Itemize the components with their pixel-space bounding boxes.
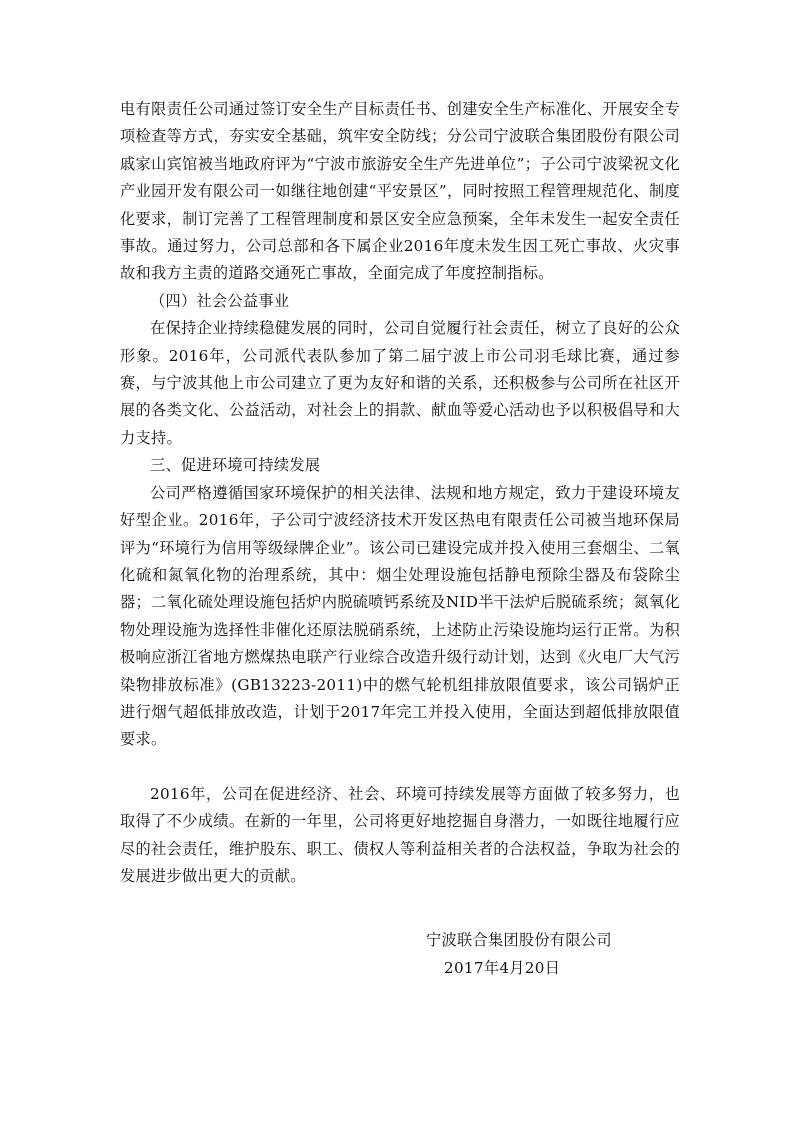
paragraph-conclusion: 2016年，公司在促进经济、社会、环境可持续发展等方面做了较多努力，也取得了不少成绩。在新的一年里，公司将更好地挖掘自身潜力，一如既往地履行应尽的社会责任，维护股东、职工、债权人等利益相关者的合法权益，争取为社会的发展进步做出更大的贡献。 xyxy=(120,784,680,885)
signature-company: 宁波联合集团股份有限公司 xyxy=(426,931,612,949)
paragraph-public-welfare: 在保持企业持续稳健发展的同时，公司自觉履行社会责任，树立了良好的公众形象。2016年，公司派代表队参加了第二届宁波上市公司羽毛球比赛，通过参赛，与宁波其他上市公司建立了更为友好和谐的关系，还积极参与公司所在社区开展的各类文化、公益活动，对社会上的捐款、献血等爱心活动也予以积极倡导和大力支持。 xyxy=(120,319,680,447)
section-heading-public-welfare: （四）社会公益事业 xyxy=(150,291,290,310)
signature-date: 2017年4月20日 xyxy=(444,959,561,977)
paragraph-spacer xyxy=(120,754,680,781)
paragraph-environment: 公司严格遵循国家环境保护的相关法律、法规和地方规定，致力于建设环境友好型企业。2016年，子公司宁波经济技术开发区热电有限责任公司被当地环保局评为“环境行为信用等级绿牌企业”。该公司已建设完成并投入使用三套烟尘、二氧化硫和氮氧化物的治理系统，其中：烟尘处理设施包括静电预除尘器及布袋除尘器；二氧化硫处理设施包括炉内脱硫喷钙系统及NID半干法炉后脱硫系统；氮氧化物处理设施为选择性非催化还原法脱硝系统，上述防止污染设施均运行正常。为积极响应浙江省地方燃煤热电联产行业综合改造升级行动计划，达到《火电厂大气污染物排放标准》(GB13223-2011)中的燃气轮机组排放限值要求，该公司锅炉正进行烟气超低排放改造，计划于2017年完工并投入使用，全面达到超低排放限值要求。 xyxy=(120,483,680,749)
document-body xyxy=(120,96,680,890)
section-heading-environment: 三、促进环境可持续发展 xyxy=(150,456,321,475)
paragraph-safety-continued: 电有限责任公司通过签订安全生产目标责任书、创建安全生产标准化、开展安全专项检查等方式，夯实安全基础，筑牢安全防线；分公司宁波联合集团股份有限公司戚家山宾馆被当地政府评为“宁波市旅游安全生产先进单位”；子公司宁波梁祝文化产业园开发有限公司一如继往地创建“平安景区”，同时按照工程管理规范化、制度化要求，制订完善了工程管理制度和景区安全应急预案，全年未发生一起安全责任事故。通过努力，公司总部和各下属企业2016年度未发生因工死亡事故、火灾事故和我方主责的道路交通死亡事故，全面完成了年度控制指标。 xyxy=(120,100,680,283)
signature-block xyxy=(426,926,656,982)
